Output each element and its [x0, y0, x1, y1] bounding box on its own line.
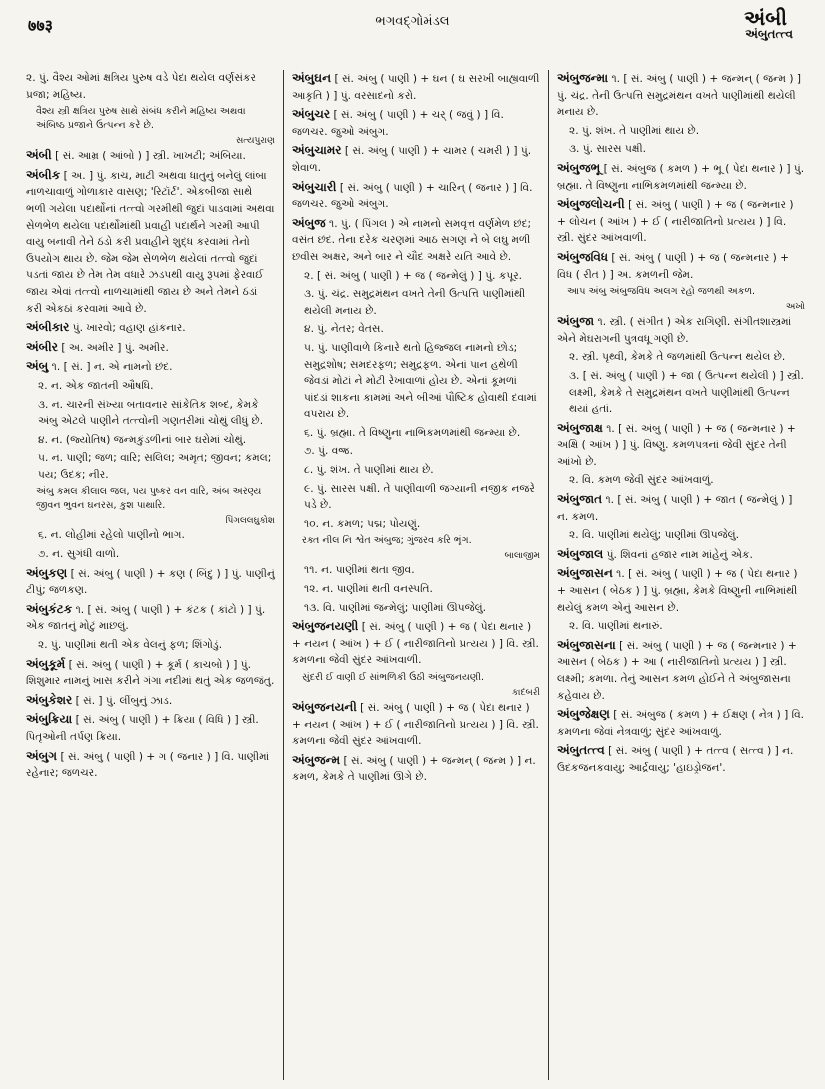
entry-text: ૧. સ્ત્રી. ( સંગીત ) એક રાગિણી. સંગીતશાસ્ત્રમાં એને મેઘરાગની પુત્રવધૂ ગણી છે.	[557, 316, 792, 345]
entry-text: [ સં. અંબુ ( પાણી ) + કણ ( બિંદુ ) ] પું. પાણીનું ટીપું; જળકણ.	[26, 567, 275, 597]
dictionary-entry	[292, 179, 540, 213]
entry-text: ૧. [ સં. ] ન. એ નામનો છંદ.	[51, 361, 173, 374]
dictionary-entry	[557, 196, 805, 247]
quotation: સુંદરી ઈ વાણી ઈ સાંભળિકી ઉઠી અંબુજનયણી.	[302, 672, 484, 683]
headword: અંબુક્રિયા	[26, 712, 73, 727]
headword: અંબુકેશર	[26, 692, 73, 707]
dictionary-entry	[557, 249, 805, 283]
entry-sense: ૬. પું. બ્રહ્મા. તે વિષ્ણુના નાભિકમળમાંથી જન્મ્યા છે.	[304, 426, 521, 439]
entry-sense: ૨. વિ. કમળ જેવી સુંદર આંખવાળું.	[569, 474, 714, 487]
entry-sense: ૨. ન. એક જાતની ઔષધિ.	[38, 379, 154, 392]
headword: અંબુજા	[557, 314, 595, 329]
headword: અંબુજલોચની	[557, 197, 625, 212]
entry-text: ૧. પું. ( પિંગલ ) એ નામનો સમવૃત્ત વર્ણમેળ છંદ; વસંત છંદ. તેના દરેક ચરણમાં આઠ સગણ ને બે લઘુ મળી છવીસ અક્ષર, અને બાર ને ચૌદ અક્ષરે યતિ આવે છે.	[292, 217, 532, 263]
entry-text: [ સં. અંબુ ( પાણી ) + જન્મન્ ( જન્મ ) ] ન. કમળ, કેમકે તે પાણીમાં ઊગે છે.	[292, 754, 536, 784]
entry-text: [ સં. અંબુ ( પાણી ) + જ ( જન્મનાર ) + વિધ ( રીત ) ] અ. કમળની જેમ.	[557, 251, 790, 281]
headword: અંબુચામર	[292, 143, 342, 158]
headword: અંબુગ	[26, 748, 58, 763]
entry-text: [ સં. અંબુ ( પાણી ) + ઘન ( ઘ સરખી બાહ્યવાળી આકૃતિ ) ] પું. વરસાદનો કરો.	[292, 73, 540, 102]
entry-text: પું. શિવનાં હજાર નામ માંહેનું એક.	[606, 548, 753, 561]
headword: અંબુકણ	[26, 565, 68, 580]
entry-text: [ સં. અંબુજ ( કમળ ) + ભૂ ( પેદા થનાર ) ] પું. બ્રહ્મા. તે વિષ્ણુના નાભિકમળમાંથી જન્મ્યા છે.	[557, 162, 805, 192]
entry-text: [ સં. અંબુ ( પાણી ) + જ ( પેદા થનાર ) + નયન ( આંખ ) + ઈ ( નારીજાતિનો પ્રત્યય ) ] વિ. સ્ત્રી. કમળના જેવી સુંદર આંખવાળી.	[292, 621, 539, 667]
dictionary-entry	[26, 565, 275, 599]
dictionary-entry	[26, 339, 275, 357]
entry-text: [ અ. ] પું. કાચ, માટી અથવા ધાતુનું બનેલું લાંબા નાળચાવાળું ગોળાકાર વાસણ; 'રિટૉર્ટ'. એકબીજા સાથે ભળી ગયેલા પદાર્થોનાં તત્ત્વો ગરમીથી જુદાં પાડવામાં અથવા સેળભેળ થયેલા પદાર્થોમાંથી પ્રવાહી પદાર્થને ગરમી આપી વાયુ બનાવી તેને ઠંડો કરી પ્રવાહીને શુદ્ધ કરવામાં તેનો ઉપયોગ થાય છે. જેમ જેમ સેળભેળ થયેલાં તત્ત્વો જુદાં પડતાં જાય છે તેમ તેમ વધારે ઝડપથી વાયુ રૂપમાં ફેરવાઈ જાય એવાં તત્ત્વો નાળચામાંથી જાય છે અને તેમને ઠંડાં કરી એકઠાં કરવામાં આવે છે.	[26, 169, 275, 315]
quotation: આપ અંબુ અંબુજવિધ અલગ રહો જળથી અકળ.	[567, 286, 755, 298]
quotation: રક્ત નીલ નિ શ્વેત અંબુજ; ગુંજરવ કરિ ભૃંગ.	[302, 535, 472, 547]
quotation-source: અખો	[785, 302, 805, 313]
headword: અંબુકૂર્મ	[26, 656, 66, 671]
quotation-source: સત્યપુરાણ	[236, 136, 275, 147]
dictionary-entry	[26, 711, 275, 745]
entry-text: ૧. [ સં. અંબુ ( પાણી ) + જાત ( જન્મેલું ) ] ન. કમળ.	[557, 494, 793, 523]
entry-text: [ સં. અંબુ ( પાણી ) + ગ ( જનાર ) ] વિ. પાણીમાં રહેનાર; જળચર.	[26, 750, 270, 780]
entry-text: [ સં. અંબુ ( પાણી ) + જ ( જન્મનાર ) + આસન ( બેઠક ) + આ ( નારીજાતિનો પ્રત્યય ) ] સ્ત્રી. લક્ષ્મી; કમળા. તેનું આસન કમળ હોઈને તે અંબુજાસના કહેવાય છે.	[557, 639, 797, 702]
entry-sense: ૨. પું. પાણીમાં થતી એક વેલનું ફળ; શિંગોડું.	[38, 639, 223, 652]
headword: અંબુજાત	[557, 492, 603, 507]
dictionary-entry	[26, 656, 275, 690]
dictionary-entry	[557, 565, 805, 616]
entry-sense: ૩. ન. ચારની સંખ્યા બતાવનાર સાંકેતિક શબ્દ, કેમકે અંબુ એટલે પાણીને તત્ત્વોની ગણતરીમાં ચોથું લીધું છે.	[38, 398, 264, 428]
dictionary-entry	[26, 358, 275, 376]
headword: અંબુજાક્ષ	[557, 420, 603, 435]
quotation-source: પિંગલલઘુકોશ	[225, 516, 275, 527]
head-sub-word: અંબુતત્ત્વ	[745, 27, 793, 41]
headword: અંબુજ	[292, 215, 326, 230]
headword: અંબુકંટક	[26, 601, 73, 616]
entry-sense: ૭. પું. વજ્ર.	[304, 445, 353, 458]
dictionary-entry	[26, 748, 275, 782]
entry-sense: ૨. સ્ત્રી. પૃથ્વી, કેમકે તે જળમાંથી ઉત્પન્ન થયેલ છે.	[569, 351, 786, 364]
entry-text: [ સં. ] પું. લીંબુનું ઝાડ.	[75, 694, 173, 707]
headword: અંબુજભૂ	[557, 160, 601, 175]
dictionary-entry	[292, 142, 540, 176]
entry-text: ૧. [ સં. અંબુ ( પાણી ) + જ ( પેદા થનાર ) + આસન ( બેઠક ) ] પું. બ્રહ્મા, કેમકે વિષ્ણુની નાભિમાંથી થયેલું કમળ એનું આસન છે.	[557, 568, 798, 614]
entry-text: [ સં. અંબુ ( પાણી ) + કૂર્મ ( કાચબો ) ] પું. શિશુમાર નામનું ખાસ કરીને ગંગા નદીમાં થતું એક જળજંતુ.	[26, 658, 275, 688]
entry-text: [ અ. અમીર ] પું. અમીર.	[61, 341, 169, 354]
quotation-source: કાદંબરી	[511, 688, 540, 698]
entry-text: [ સં. અંબુ ( પાણી ) + ક્રિયા ( વિધિ ) ] સ્ત્રી. પિતૃઓની તર્પણ ક્રિયા.	[26, 714, 259, 743]
headword: અંબુજનયણી	[292, 619, 359, 634]
dictionary-entry	[292, 752, 540, 786]
headword: અંબુજવિધ	[557, 249, 609, 264]
headword: અંબુઘન	[292, 71, 332, 85]
entry-sense: ૭. ન. સુગંધી વાળો.	[38, 548, 120, 561]
entry-sense: ૨. વિ. પાણીમાં થનારું.	[569, 620, 663, 633]
dictionary-entry	[557, 70, 805, 121]
headword: અંબુજાસન	[557, 566, 613, 581]
entry-sense: ૪. ન. (જ્યોતિષ) જન્મકુંડળીનાં બાર ઘરોમાં ચોથું.	[38, 433, 247, 446]
entry-text: ૨. પું. વૈશ્ય ઓમાં ક્ષત્રિય પુરુષ વડે પેદા થયેલ વર્ણસંકર પ્રજા; મહિષ્ય.	[26, 72, 256, 101]
entry-sense: ૯. પું. સારસ પક્ષી. તે પાણીવાળી જગ્યાની નજીક નજરે પડે છે.	[304, 482, 535, 512]
entry-sense: ૫. પું. પાણીવાળે કિનારે થતો હિજ્જલ નામનો છોડ; સમુદ્રશોષ; સમદરફળ; સમુદ્રફળ. એનાં પાન હથેળી જેવડાં મોટાં ને મોટી રેખાવાળાં હોય છે. એનાં કૂમળાં પાંદડાં શાકના કામમાં અને બીઆં પૌષ્ટિક હોવાથી દવામાં વપરાય છે.	[304, 341, 537, 421]
entry-sense: ૩. પું. સારસ પક્ષી.	[569, 143, 646, 156]
dictionary-entry	[557, 491, 805, 525]
entry-text: [ સં. આમ્ર ( આંબો ) ] સ્ત્રી. ખાખટી; અંબિયા.	[55, 150, 246, 163]
headword: અંબુજનયની	[292, 700, 357, 714]
headword: અંબીકાર	[26, 320, 70, 335]
dictionary-entry	[557, 637, 805, 704]
dictionary-entry	[292, 618, 540, 669]
entry-text: [ સં. અંબુ ( પાણી ) + જ ( જન્મનાર ) + લોચન ( આંખ ) + ઈ ( નારીજાતિનો પ્રત્યય ) ] વિ. સ્ત્રી. સુંદર આંખવાળી.	[557, 199, 794, 245]
entry-text: પું. ખારવો; વહાણ હાંકનાર.	[72, 322, 186, 335]
headword: અંબુતત્ત્વ	[557, 743, 605, 758]
dictionary-entry	[557, 420, 805, 471]
headword: અંબીર	[26, 339, 58, 354]
headword: અંબુજન્મા	[557, 71, 609, 85]
entry-sense: ૧૩. વિ. પાણીમાં જન્મેલું; પાણીમાં ઊપજેલું.	[304, 601, 487, 614]
dictionary-entry	[26, 147, 275, 165]
entry-sense: ૪. પું. નેતર; વેતસ.	[304, 323, 384, 336]
dictionary-entry	[292, 215, 540, 266]
entry-sense: ૨. વિ. પાણીમાં થયેલું; પાણીમાં ઊપજેલું.	[569, 529, 740, 542]
headword: અંબુચારી	[292, 179, 337, 194]
headword: અંબુ	[26, 359, 49, 374]
entry-sense: ૨. [ સં. અંબુ ( પાણી ) + જ ( જન્મેલું ) ] પું. કપૂર.	[304, 269, 523, 282]
headword: અંબુજેક્ષણ	[557, 707, 610, 722]
headword: અંબીક	[26, 167, 61, 182]
entry-sense: ૧૦. ન. કમળ; પદ્મ; પોયણું.	[304, 517, 421, 530]
entry-text: [ સં. અંબુ ( પાણી ) + જ ( પેદા થનાર ) + નયન ( આંખ ) + ઈ ( નારીજાતિનો પ્રત્યય ) ] વિ. સ્ત્રી. કમળના જેવી સુંદર આંખવાળી.	[292, 702, 539, 748]
entry-text: [ સં. અંબુ ( પાણી ) + તત્ત્વ ( સત્ત્વ ) ] ન. ઉદકજનકવાયુ; આર્દ્રવાયુ; 'હાઇડ્રોજન'.	[557, 745, 794, 774]
headword: અંબી	[26, 148, 52, 163]
entry-sense: ૫. ન. પાણી; જળ; વારિ; સલિલ; અમૃત; જીવન; કમલ; પય; ઉદક; નીર.	[38, 452, 272, 481]
entry-text: ૧. [ સં. અંબુ ( પાણી ) + કંટક ( કાંટો ) ] પું. એક જાતનું મોટું માછલું.	[26, 603, 266, 633]
column-3	[548, 70, 813, 1080]
page-number: ७७३	[28, 16, 53, 35]
headword: અંબુજન્મ	[292, 752, 341, 767]
dictionary-entry	[557, 546, 805, 564]
quotation-source: બાલાજીમ	[504, 551, 540, 562]
dictionary-entry	[292, 106, 540, 140]
entry-sense: ૩. પું. ચંદ્ર. સમુદ્રમંથન વખતે તેની ઉત્પત્તિ પાણીમાંથી થયેલી મનાય છે.	[304, 288, 526, 317]
head-word: અંબી	[744, 6, 787, 30]
headword: અંબુજાસના	[557, 637, 616, 652]
quotation: વૈશ્ય સ્ત્રી ક્ષત્રિય પુરુષ સાથે સંબંધ કરીને મહિષ્ય અથવા અંબિષ્ઠ પ્રજાને ઉત્પન્ન કરે છે.	[36, 106, 246, 132]
dictionary-entry	[292, 699, 540, 750]
entry-sense: ૧૧. ન. પાણીમાં થતા જીવ.	[304, 564, 415, 577]
dictionary-entry	[26, 70, 275, 103]
dictionary-entry	[557, 313, 805, 347]
dictionary-entry	[557, 742, 805, 776]
headword: અંબુજાલ	[557, 546, 604, 561]
entry-sense: ૨. પું. શંખ. તે પાણીમાં થાય છે.	[569, 124, 700, 137]
entry-text: ૧. [ સં. અંબુ ( પાણી ) + જ ( જન્મનાર ) + અક્ષિ ( આંખ ) ] પું. વિષ્ણુ. કમળપત્રનાં જેવી સુંદર તેની આંખો છે.	[557, 422, 796, 468]
entry-text: ૧. [ સં. અંબુ ( પાણી ) + જન્મન્ ( જન્મ ) ] પું. ચંદ્ર. તેની ઉત્પત્તિ સમુદ્રમંથન વખતે પાણીમાંથી થયેલી મનાય છે.	[557, 73, 801, 119]
dictionary-entry	[557, 706, 805, 740]
dictionary-entry	[26, 167, 275, 317]
entry-text: [ સં. અંબુ ( પાણી ) + ચર્ ( જવું ) ] વિ. જળચર. જુઓ અંબુગ.	[292, 109, 504, 138]
column-1	[18, 70, 283, 1080]
entry-sense: ૩. [ સં. અંબુ ( પાણી ) + જા ( ઉત્પન્ન થયેલી ) ] સ્ત્રી. લક્ષ્મી, કેમકે તે સમુદ્રમંથન વખતે પાણીમાંથી ઉત્પન્ન થયાં હતાં.	[569, 369, 804, 416]
running-title: ભગવદ્ગોમંડલ	[375, 14, 450, 29]
dictionary-columns	[18, 70, 813, 1080]
dictionary-entry	[557, 160, 805, 194]
entry-sense: ૮. પું. શંખ. તે પાણીમાં થાય છે.	[304, 464, 434, 477]
page-header	[0, 0, 825, 40]
entry-text: [ સં. અંબુ ( પાણી ) + ચામર ( ચમરી ) ] પું. શેવાળ.	[292, 145, 532, 174]
quotation: અંબુ કમલ કીલાલ જલ, પય પુષ્કર વન વારિ, અંબ અરણ્ય જીવન ભુવન ઘનરસ, કુશ પાથારિ.	[36, 486, 262, 512]
entry-text: [ સં. અંબુજ ( કમળ ) + ઈક્ષણ ( નેત્ર ) ] વિ. કમળના જેવાં નેત્રવાળું; સુંદર આંખવાળું.	[557, 709, 805, 738]
entry-sense: ૧૨. ન. પાણીમાં થતી વનસ્પતિ.	[304, 583, 433, 596]
dictionary-entry	[292, 70, 540, 104]
headword: અંબુચર	[292, 107, 331, 122]
entry-sense: ૬. ન. લોહીમાં રહેલો પાણીનો ભાગ.	[38, 529, 185, 542]
dictionary-entry	[26, 692, 275, 710]
dictionary-entry	[26, 319, 275, 337]
entry-text: [ સં. અંબુ ( પાણી ) + ચારિન્ ( જનાર ) ] વિ. જળચર. જુઓ અંબુગ.	[292, 181, 533, 211]
column-2	[283, 70, 548, 1080]
dictionary-entry	[26, 601, 275, 635]
